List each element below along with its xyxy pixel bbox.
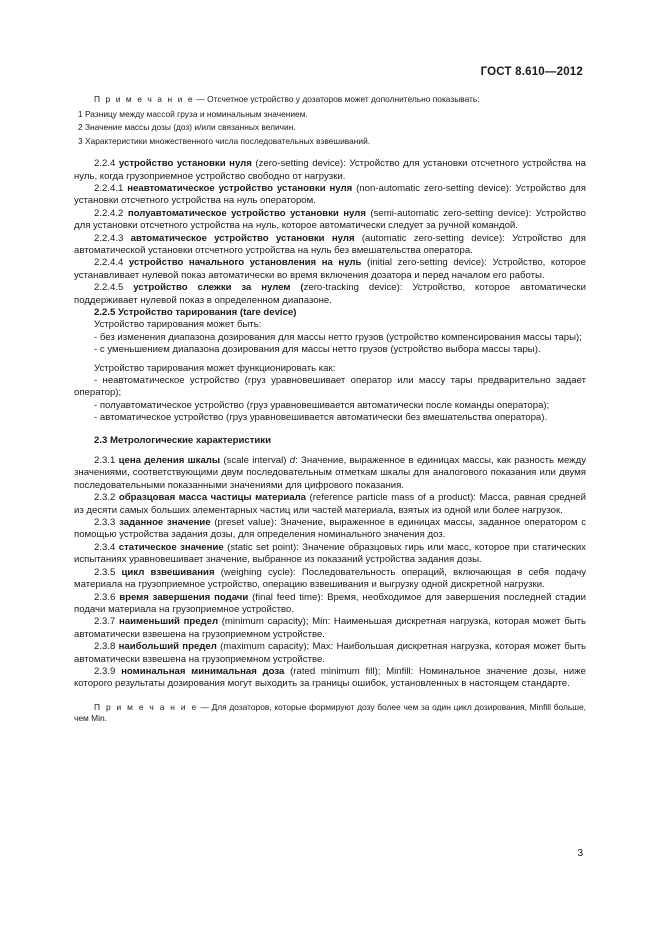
note-item-2: 2 Значение массы дозы (доз) и/или связанных величин. xyxy=(78,122,296,133)
clause-text: (preset value): Значение, выраженное в единицах массы, заданное оператором с помощью устройства задания дозы, для определения номинального значения доз. xyxy=(74,517,586,541)
tare-mode-2: - полуавтоматическое устройство (груз уравновешивается автоматически после команды оператора); xyxy=(94,399,550,411)
note-item-3: 3 Характеристики множественного числа последовательных взвешиваний. xyxy=(78,135,371,146)
clause-term: наименьший предел xyxy=(118,616,219,628)
clause-paren: ( xyxy=(290,282,304,294)
clause-text: (initial zero-setting device): Устройство, которое устанавливает нулевой показ автоматически во время включения дозатора и перед началом его работы. xyxy=(74,257,586,281)
note-text: — Отсчетное устройство у дозаторов может дополнительно показывать: xyxy=(194,94,480,104)
clause-heading: 2.2.5 Устройство тарирования (tare device) xyxy=(94,306,297,318)
clause-text: (zero-setting device): Устройство для установки отсчетного устройства на нуль, когда грузоприемное устройство свободно от нагрузки. xyxy=(74,158,586,182)
clause-number: 2.3.1 xyxy=(94,455,119,467)
tare-intro-2: Устройство тарирования может функционировать как: xyxy=(94,362,336,374)
clause-text: (maximum capacity); Max: Наибольшая дискретная нагрузка, которая может быть автоматически взвешена на грузоприемном устройстве. xyxy=(74,641,586,665)
clause-number: 2.3.7 xyxy=(94,616,119,628)
clause-text: (weighing cycle): Последовательность операций, включающая в себя подачу материала на грузоприемное устройство, операцию взвешивания и выгрузку одной дискретной нагрузки. xyxy=(74,566,586,591)
tare-mode-1: - неавтоматическое устройство (груз уравновешивает оператор или массу тары предварительно задает оператор); xyxy=(74,375,586,399)
clause-term: устройство установки нуля xyxy=(118,158,252,170)
clause-term: цена деления шкалы xyxy=(118,455,221,467)
clause-2-3-6 xyxy=(74,592,586,617)
clause-symbol: d xyxy=(289,455,296,467)
clause-term: автоматическое устройство установки нуля xyxy=(130,232,355,244)
clause-term: цикл взвешивания xyxy=(121,566,215,578)
clause-number: 2.2.4.5 xyxy=(94,282,134,294)
note-list xyxy=(74,108,586,149)
clause-term: устройство начального установления на нуль xyxy=(128,257,362,269)
clause-number: 2.2.4.3 xyxy=(94,232,131,244)
clause-text: (automatic zero-setting device): Устройство для автоматической установки отсчетного устройства на нуль без вмешательства оператора. xyxy=(74,232,586,256)
note-label: П р и м е ч а н и е xyxy=(94,701,198,712)
clause-2-3-4 xyxy=(74,542,586,567)
clause-text: (reference particle mass of a product): Масса, равная средней из десяти самых больших элементарных частиц или частей материала, взятых из одной или более нагрузок. xyxy=(74,492,586,516)
clause-term: заданное значение xyxy=(119,517,211,529)
clause-2-2-4 xyxy=(74,158,586,183)
clause-2-2-4-5 xyxy=(74,282,586,307)
clause-2-3-1 xyxy=(74,455,586,492)
clause-term: полуавтоматическое устройство установки нуля xyxy=(127,207,366,219)
note-bottom xyxy=(74,702,586,725)
note-item-1: 1 Разницу между массой груза и номинальным значением. xyxy=(78,108,308,119)
document-id: ГОСТ 8.610—2012 xyxy=(480,66,583,78)
clause-term: образцовая масса частицы материала xyxy=(118,492,307,504)
clause-2-3-3 xyxy=(74,517,586,542)
clause-text: (scale interval) xyxy=(220,455,290,467)
clause-term: устройство слежки за нулем xyxy=(133,282,291,294)
clause-number: 2.3.6 xyxy=(94,591,120,603)
clause-2-2-4-3 xyxy=(74,233,586,258)
clause-number: 2.2.4.4 xyxy=(94,257,129,269)
clause-term: номинальная минимальная доза xyxy=(121,665,285,677)
clause-2-2-4-2 xyxy=(74,208,586,233)
note-intro xyxy=(74,94,586,106)
clause-2-3-7 xyxy=(74,616,586,641)
clause-number: 2.2.4.1 xyxy=(94,182,128,194)
clause-number: 2.3.9 xyxy=(94,665,122,677)
clause-number: 2.2.4.2 xyxy=(94,207,128,219)
tare-intro: Устройство тарирования может быть: xyxy=(94,319,262,331)
clause-text: (rated minimum fill); Minfill: Номинальное значение дозы, ниже которого результаты дозирования могут выходить за границы ошибок, установленных в настоящем стандарте. xyxy=(74,665,586,690)
tare-mode-3: - автоматическое устройство (груз уравновешивается автоматически без вмешательства оператора). xyxy=(94,412,548,424)
tare-item-1: - без изменения диапазона дозирования для массы нетто грузов (устройство компенсирования массы тары); xyxy=(94,331,582,343)
clause-text: (minimum capacity); Min: Наименьшая дискретная нагрузка, которая может быть автоматически взвешена на грузоприемном устройстве. xyxy=(74,616,586,640)
clause-term: наибольший предел xyxy=(118,641,217,653)
clause-number: 2.3.8 xyxy=(94,641,119,653)
clause-text: (non-automatic zero-setting device): Устройство для установки отсчетного устройства на нуль оператором. xyxy=(74,182,586,207)
clause-text: zero-tracking device): Устройство, которое автоматически поддерживает нулевой показ в определенном диапазоне. xyxy=(74,282,586,306)
clause-2-3-2 xyxy=(74,492,586,517)
clause-2-2-4-4 xyxy=(74,257,586,282)
section-2-3-heading: 2.3 Метрологические характеристики xyxy=(94,434,272,446)
clause-number: 2.3.3 xyxy=(94,517,120,529)
clause-term: неавтоматическое устройство установки нуля xyxy=(127,182,353,194)
clause-2-2-4-1 xyxy=(74,183,586,208)
clause-text: : Значение, выраженное в единицах массы, как разность между значениями, соответствующими двум последовательным отметкам шкалы для аналогового показания или двумя последовательными показанными значениями для цифрового показания. xyxy=(74,455,586,491)
clause-2-3-8 xyxy=(74,641,586,666)
clause-term: статическое значение xyxy=(118,541,224,553)
tare-item-2: - с уменьшением диапазона дозирования для массы нетто грузов (устройство выбора массы тары). xyxy=(94,344,541,356)
clause-number: 2.3.5 xyxy=(94,566,122,578)
clause-text: (final feed time): Время, необходимое для завершения последней стадии подачи материала на грузоприемное устройство. xyxy=(74,591,586,615)
page-content xyxy=(74,94,586,725)
page-number: 3 xyxy=(577,848,583,859)
clause-text: (semi-automatic zero-setting device): Устройство для установки отсчетного устройства на нуль, которое автоматически следует за ручной командой. xyxy=(74,207,586,232)
note-text: — Для дозаторов, которые формируют дозу более чем за один цикл дозирования, Minfill больше, чем Min. xyxy=(74,701,586,724)
clause-text: (static set point): Значение образцовых гирь или масс, которое при статических испытаниях уравновешивает значение, выбранное из показаний устройства задания дозы. xyxy=(74,541,586,566)
clause-term: время завершения подачи xyxy=(119,591,249,603)
clause-number: 2.2.4 xyxy=(94,158,119,170)
clause-2-2-5-heading xyxy=(74,307,586,319)
note-label: П р и м е ч а н и е xyxy=(94,94,195,104)
clause-2-3-5 xyxy=(74,567,586,592)
clause-2-3-9 xyxy=(74,666,586,691)
clause-number: 2.3.4 xyxy=(94,541,119,553)
clause-number: 2.3.2 xyxy=(94,492,119,504)
